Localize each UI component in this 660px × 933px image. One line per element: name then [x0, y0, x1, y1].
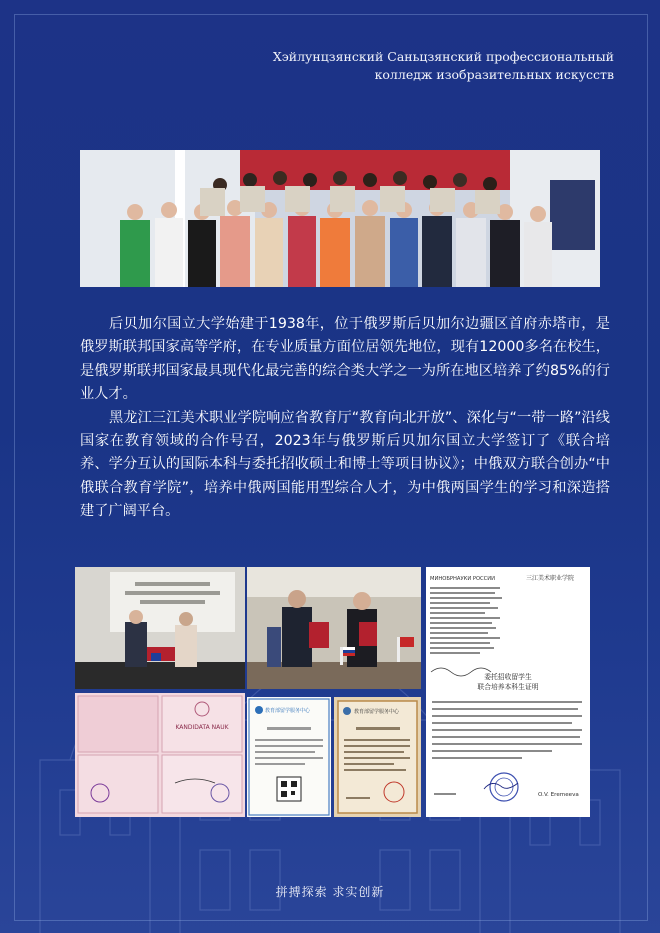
group-photo [80, 150, 600, 287]
diploma-card-title: KANDIDATA NAUK [175, 724, 229, 731]
header-line-1: Хэйлунцзянский Саньцзянский профессиональный [272, 49, 614, 64]
diploma-photo [75, 693, 245, 817]
signing-photo-center [247, 567, 421, 689]
letter-header-left: МИНОБРНАУКИ РОССИИ [430, 576, 496, 582]
study-certificate-gold [334, 697, 421, 817]
agreement-letter [426, 567, 590, 817]
certificate-2-org: 教育部留学服务中心 [265, 708, 311, 714]
letter-signature-name: O.V. Eremeeva [538, 792, 579, 798]
study-certificate-blue [247, 697, 331, 817]
letter-title-line-2: 联合培养本科生证明 [477, 683, 539, 691]
paragraph-cooperation: 黑龙江三江美术职业学院响应省教育厅“教育向北开放”、深化与“一带一路”沿线国家在教育领域的合作号召，2023年与俄罗斯后贝加尔国立大学签订了《联合培养、学分互认的国际本科与委托招收硕士和博士等项目协议》；中俄双方联合创办“中俄联合教育学院”，培养中俄两国能用型综合人才，为中俄两国学生的学习和深造搭建了广阔平台。 [80, 409, 610, 520]
letter-title-line-1: 委托招收留学生 [484, 673, 532, 681]
header-line-2: колледж изобразительных искусств [374, 67, 614, 82]
signing-photo-left [75, 567, 245, 689]
letter-header-right: 三江美术职业学院 [526, 575, 575, 582]
college-name-header [273, 48, 614, 84]
certificate-3-org: 教育部留学服务中心 [354, 709, 400, 715]
footer-slogan: 拼搏探索 求实创新 [275, 885, 385, 899]
paragraph-university-intro: 后贝加尔国立大学始建于1938年，位于俄罗斯后贝加尔边疆区首府赤塔市，是俄罗斯联邦国家高等学府，在专业质量方面位居领先地位，现有12000多名在校生，是俄罗斯联邦国家最具现代化最完善的综合类大学之一为所在地区培养了约85%的行业人才。 [80, 316, 610, 403]
body-text [80, 313, 610, 524]
